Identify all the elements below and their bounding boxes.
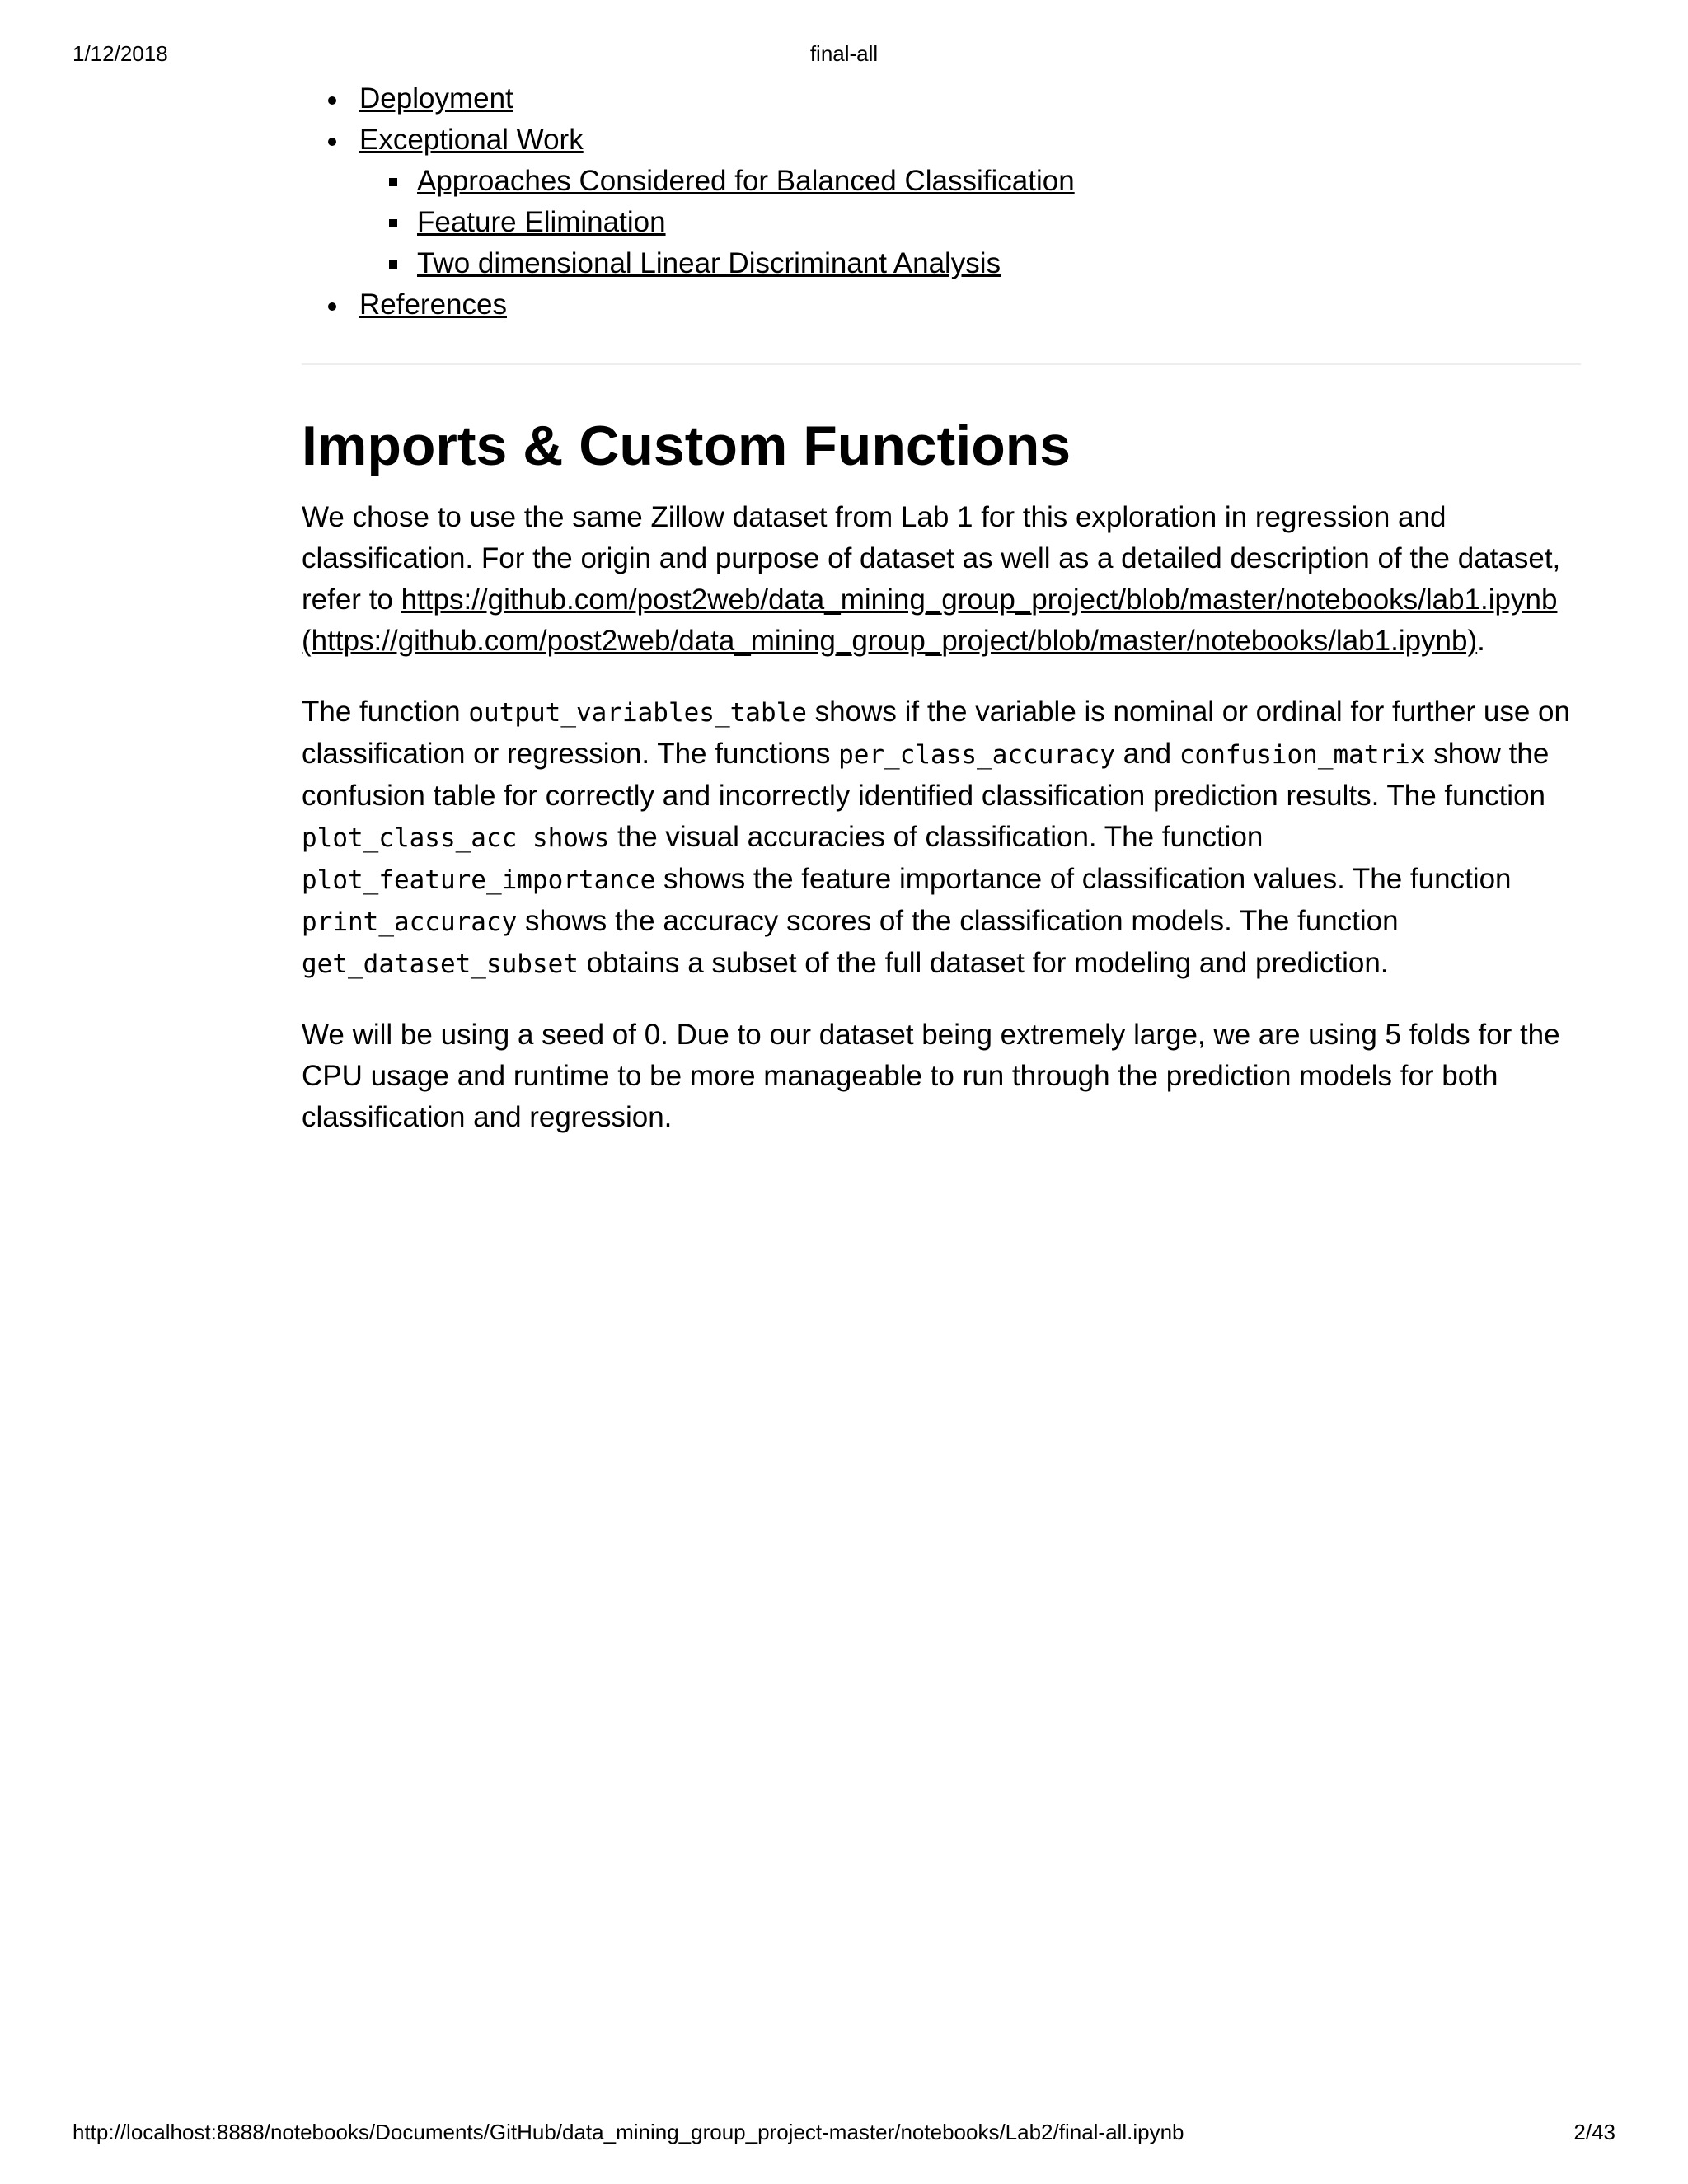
lab1-notebook-link[interactable]: https://github.com/post2web/data_mining_group_project/blob/master/notebooks/lab1.ipynb (https://github.com/post2web/data_mining_group_project/blob/master/notebooks/lab1.ipynb): [302, 583, 1558, 657]
print-date: 1/12/2018: [73, 41, 168, 66]
intro-paragraph: [302, 497, 1581, 662]
functions-text: and: [1115, 738, 1179, 770]
notebook-content: [302, 78, 1581, 1138]
intro-end: .: [1477, 625, 1485, 657]
toc-link-deployment[interactable]: Deployment: [359, 82, 513, 115]
section-divider: [302, 363, 1581, 365]
print-url: http://localhost:8888/notebooks/Documents/GitHub/data_mining_group_project-master/notebooks/Lab2/final-all.ipynb: [73, 2120, 1184, 2144]
toc-link-exceptional-work[interactable]: Exceptional Work: [359, 124, 584, 156]
intro-text: We chose to use the same Zillow dataset from Lab 1 for this exploration in regression and classification. For the origin and purpose of dataset as well as a detailed description of the dataset, refer to: [302, 501, 1561, 616]
toc-subitem-lda: [417, 243, 1581, 284]
toc-item-exceptional-work: [359, 120, 1581, 284]
functions-text: show the confusion table for correctly and incorrectly identified classification prediction results. The function: [302, 738, 1550, 812]
functions-text: the visual accuracies of classification. The function: [609, 821, 1264, 853]
code-get-dataset-subset: get_dataset_subset: [302, 949, 579, 979]
functions-text: shows the feature importance of classification values. The function: [655, 863, 1512, 895]
page-number: 2/43: [1573, 2120, 1615, 2144]
functions-text: obtains a subset of the full dataset for modeling and prediction.: [578, 947, 1389, 979]
print-title: final-all: [809, 41, 879, 66]
code-print-accuracy: print_accuracy: [302, 907, 518, 937]
toc-link-references[interactable]: References: [359, 288, 507, 321]
code-plot-feature-importance: plot_feature_importance: [302, 865, 656, 895]
toc-item-references: [359, 284, 1581, 326]
functions-paragraph: [302, 691, 1581, 985]
toc-subitem-balanced-classification: [417, 161, 1581, 202]
code-confusion-matrix: confusion_matrix: [1179, 740, 1426, 770]
seed-paragraph: We will be using a seed of 0. Due to our dataset being extremely large, we are using 5 folds for the CPU usage and runtime to be more manageable to run through the prediction models for both classification and regression.: [302, 1019, 1560, 1133]
toc-link-feature-elimination[interactable]: Feature Elimination: [417, 206, 666, 238]
code-plot-class-acc: plot_class_acc shows: [302, 823, 610, 853]
toc-sublist: [359, 161, 1581, 284]
section-heading: Imports & Custom Functions: [302, 415, 1071, 477]
code-per-class-accuracy: per_class_accuracy: [838, 740, 1116, 770]
toc-link-lda[interactable]: Two dimensional Linear Discriminant Analysis: [417, 247, 1001, 279]
toc-link-balanced-classification[interactable]: Approaches Considered for Balanced Classification: [417, 165, 1075, 197]
functions-text: shows if the variable is nominal or ordinal for further use on classification or regression. The functions: [302, 696, 1570, 770]
toc-subitem-feature-elimination: [417, 202, 1581, 243]
functions-text: shows the accuracy scores of the classification models. The function: [517, 905, 1399, 937]
table-of-contents: [302, 78, 1581, 326]
functions-text: The function: [302, 696, 469, 728]
toc-item-deployment: [359, 78, 1581, 120]
code-output-variables-table: output_variables_table: [468, 698, 807, 728]
